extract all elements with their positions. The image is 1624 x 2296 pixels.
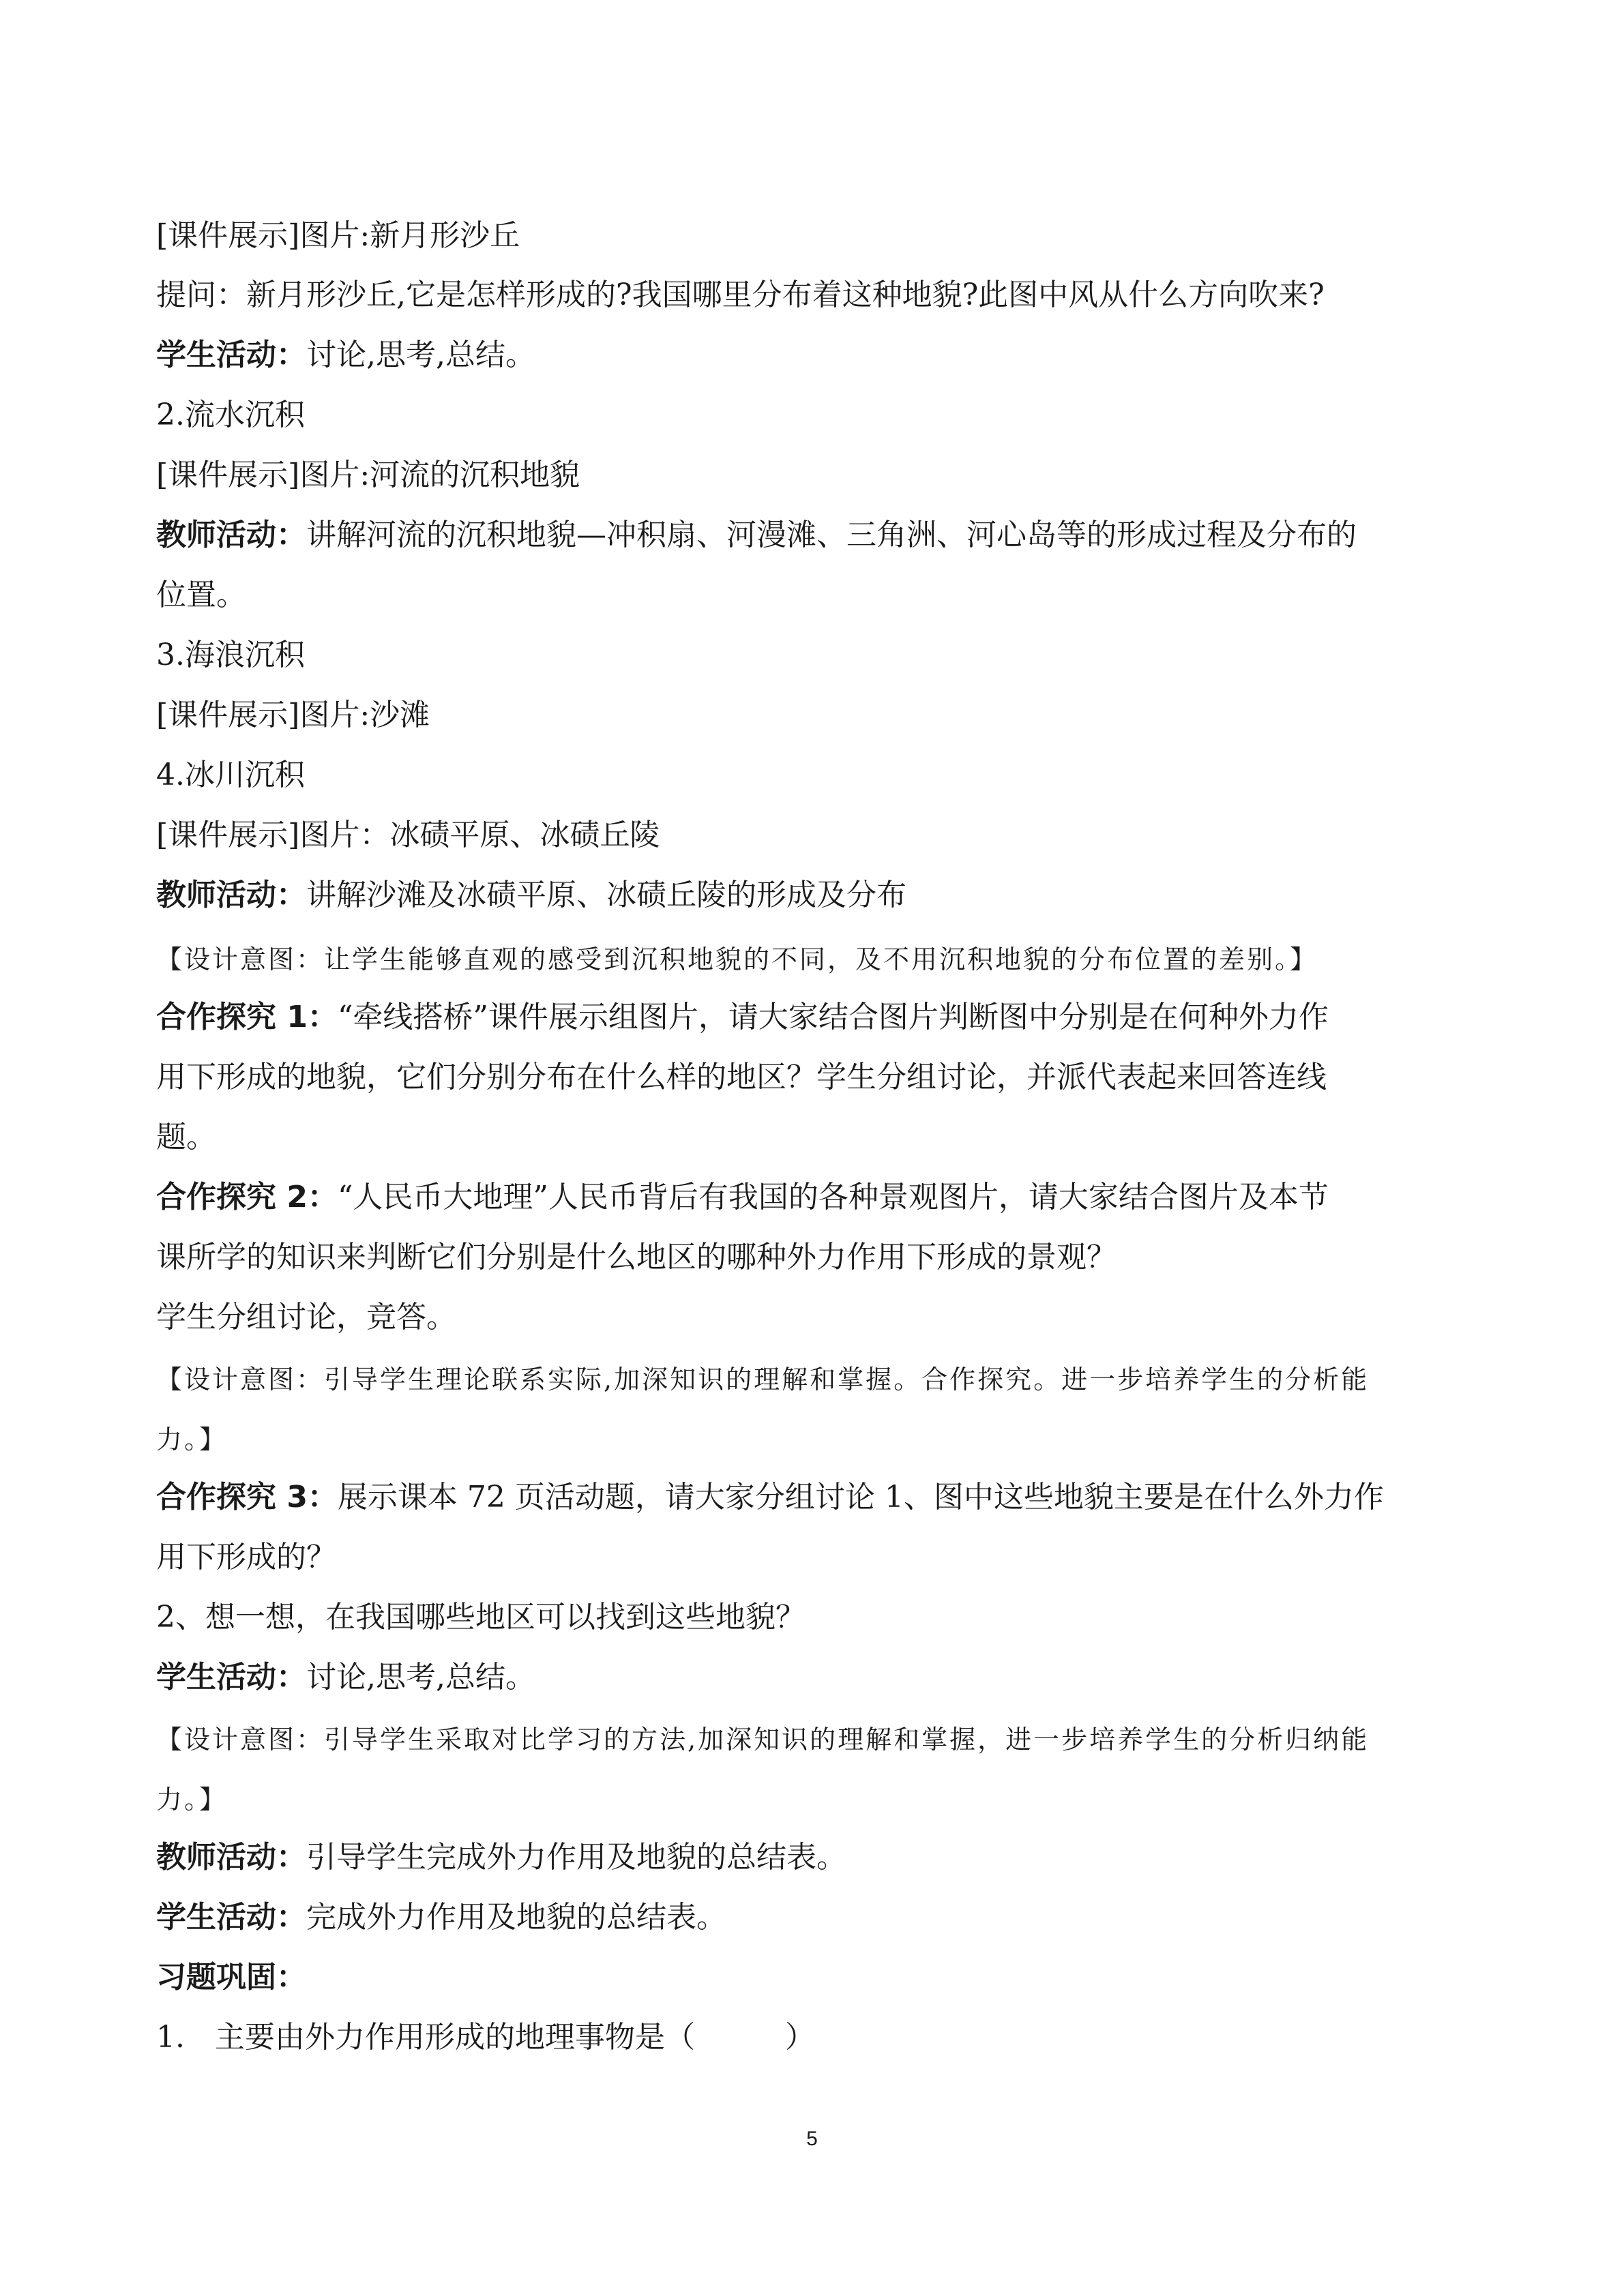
- line-label: 合作探究 3：: [156, 1480, 338, 1515]
- text-line: 教师活动：引导学生完成外力作用及地貌的总结表。: [156, 1840, 846, 1875]
- text-line: 2.流水沉积: [156, 398, 305, 432]
- text-line: 教师活动：讲解河流的沉积地貌—冲积扇、河漫滩、三角洲、河心岛等的形成过程及分布的: [156, 518, 1357, 552]
- text-line: 学生分组讨论，竞答。: [156, 1300, 456, 1335]
- text-line: 4.冰川沉积: [156, 758, 305, 792]
- line-label: 学生活动：: [156, 1660, 306, 1695]
- line-label: 学生活动：: [156, 338, 306, 372]
- text-line: 学生活动：讨论,思考,总结。: [156, 338, 535, 372]
- text-line: 合作探究 3：展示课本 72 页活动题，请大家分组讨论 1、图中这些地貌主要是在什么外力作: [156, 1480, 1384, 1515]
- text-line: 3.海浪沉积: [156, 638, 305, 672]
- text-line: 合作探究 1：“牵线搭桥”课件展示组图片，请大家结合图片判断图中分别是在何种外力作: [156, 1000, 1329, 1034]
- text-line: 用下形成的？: [156, 1540, 336, 1575]
- line-label: 习题巩固：: [156, 1960, 306, 1995]
- line-label: 教师活动：: [156, 1840, 306, 1875]
- text-line: 位置。: [156, 578, 246, 612]
- text-line: [课件展示]图片:沙滩: [156, 698, 430, 732]
- line-label: 合作探究 1：: [156, 1000, 338, 1034]
- text-line: 题。: [156, 1120, 216, 1154]
- text-line: 2、想一想，在我国哪些地区可以找到这些地貌？: [156, 1600, 806, 1635]
- text-line: 学生活动：讨论,思考,总结。: [156, 1660, 535, 1695]
- text-line: 提问：新月形沙丘,它是怎样形成的?我国哪里分布着这种地貌?此图中风从什么方向吹来?: [156, 278, 1325, 312]
- text-line: 教师活动：讲解沙滩及冰碛平原、冰碛丘陵的形成及分布: [156, 878, 906, 912]
- design-intent-note: 【设计意图：引导学生采取对比学习的方法,加深知识的理解和掌握，进一步培养学生的分析归纳能: [156, 1725, 1370, 1755]
- design-intent-note: 【设计意图：引导学生理论联系实际,加深知识的理解和掌握。合作探究。进一步培养学生的分析能: [156, 1365, 1370, 1395]
- line-label: 合作探究 2：: [156, 1180, 338, 1214]
- text-line: [课件展示]图片:新月形沙丘: [156, 218, 520, 253]
- question-item: 1. 主要由外力作用形成的地理事物是（ ）: [156, 2020, 815, 2055]
- design-intent-note: 力。】: [156, 1425, 228, 1455]
- page-number: 5: [806, 2128, 818, 2150]
- section-heading: [156, 1955, 1467, 2000]
- design-intent-note: 【设计意图：让学生能够直观的感受到沉积地貌的不同，及不用沉积地貌的分布位置的差别。】: [156, 944, 1318, 974]
- line-label: 教师活动：: [156, 878, 306, 912]
- text-line: 用下形成的地貌，它们分别分布在什么样的地区？学生分组讨论，并派代表起来回答连线: [156, 1060, 1327, 1094]
- line-label: 学生活动：: [156, 1900, 306, 1935]
- text-line: [课件展示]图片：冰碛平原、冰碛丘陵: [156, 818, 660, 852]
- text-line: 学生活动：完成外力作用及地貌的总结表。: [156, 1900, 726, 1935]
- text-line: [课件展示]图片:河流的沉积地貌: [156, 458, 580, 492]
- design-intent-note: 力。】: [156, 1785, 228, 1815]
- text-line: 课所学的知识来判断它们分别是什么地区的哪种外力作用下形成的景观？: [156, 1240, 1117, 1274]
- line-label: 教师活动：: [156, 518, 306, 552]
- text-line: 合作探究 2：“人民币大地理”人民币背后有我国的各种景观图片，请大家结合图片及本节: [156, 1180, 1329, 1214]
